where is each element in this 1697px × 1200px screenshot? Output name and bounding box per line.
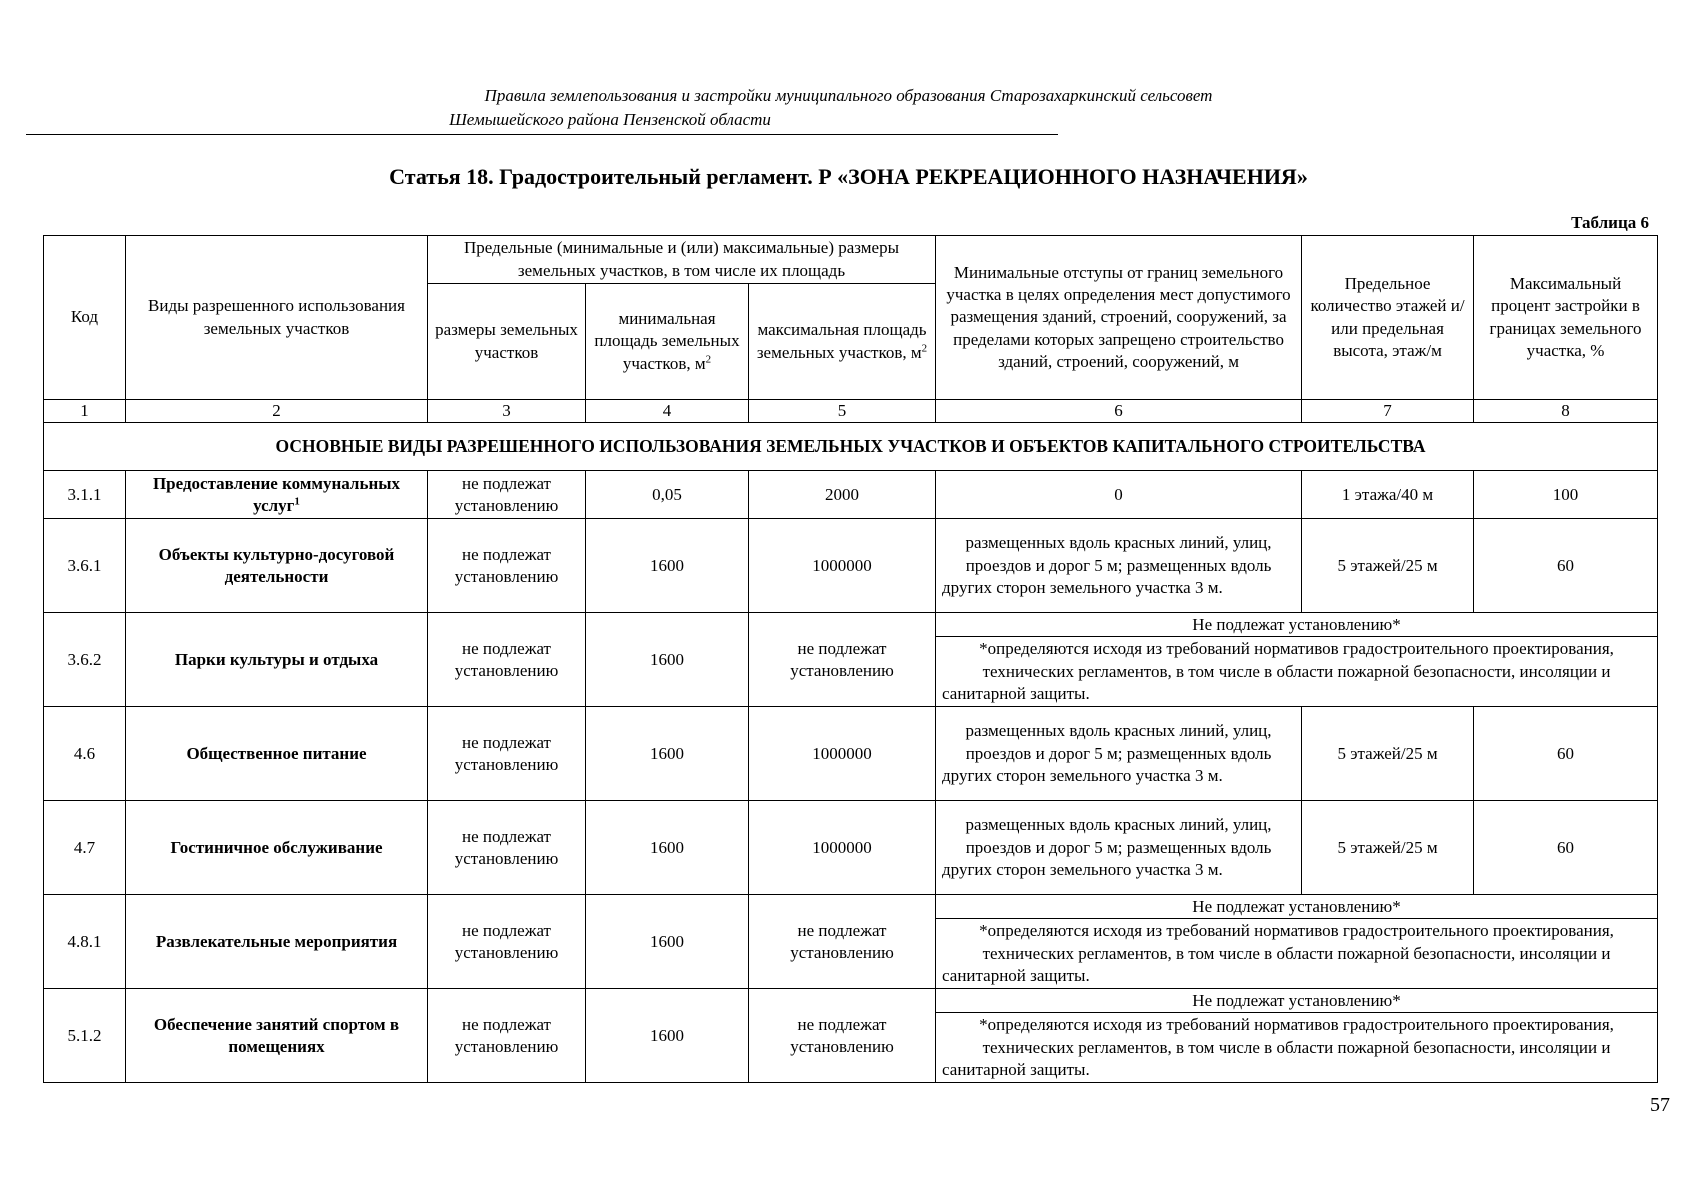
row-note-body: *определяются исходя из требований нормативов градостроительного проектирования, технических регламентов, в том числе в области пожарной безопасности, инсоляции и санитарной защиты. (936, 1013, 1658, 1083)
col-header-floors: Предельное количество этажей и/или предельная высота, этаж/м (1302, 236, 1474, 400)
row-name: Развлекательные мероприятия (126, 895, 428, 989)
row-name: Общественное питание (126, 707, 428, 801)
col-number: 2 (126, 400, 428, 423)
row-max-area: 1000000 (749, 519, 936, 613)
row-percent: 60 (1474, 519, 1658, 613)
row-floors: 1 этажа/40 м (1302, 471, 1474, 519)
col-number: 3 (428, 400, 586, 423)
footnote-marker: 1 (294, 494, 300, 507)
table-row (44, 613, 1658, 637)
col-header-use-types: Виды разрешенного использования земельных участков (126, 236, 428, 400)
col-number: 8 (1474, 400, 1658, 423)
row-name: Парки культуры и отдыха (126, 613, 428, 707)
col-number: 6 (936, 400, 1302, 423)
running-header-line-1: Правила землепользования и застройки муниципального образования Старозахаркинский сельсовет (484, 86, 1213, 105)
row-sizes: не подлежат установлению (428, 471, 586, 519)
col-number: 1 (44, 400, 126, 423)
row-max-area: не подлежат установлению (749, 989, 936, 1083)
table-row (44, 707, 1658, 801)
running-header-line-2: Шемышейского района Пензенской области (449, 110, 771, 129)
row-floors: 5 этажей/25 м (1302, 801, 1474, 895)
row-max-area: 1000000 (749, 801, 936, 895)
col-header-max-percent: Максимальный процент застройки в границах земельного участка, % (1474, 236, 1658, 400)
row-min-area: 1600 (586, 801, 749, 895)
table-row (44, 895, 1658, 919)
row-sizes: не подлежат установлению (428, 519, 586, 613)
row-code: 3.6.2 (44, 613, 126, 707)
superscript-2: 2 (921, 341, 928, 354)
section-title: ОСНОВНЫЕ ВИДЫ РАЗРЕШЕННОГО ИСПОЛЬЗОВАНИЯ ЗЕМЕЛЬНЫХ УЧАСТКОВ И ОБЪЕКТОВ КАПИТАЛЬНОГО СТРОИТЕЛЬСТВА (44, 423, 1658, 471)
col-header-max-area: максимальная площадь земельных участков, $м^2$ (749, 284, 936, 400)
col-header-code: Код (44, 236, 126, 400)
table-row (44, 471, 1658, 519)
article-title: Статья 18. Градостроительный регламент. Р «ЗОНА РЕКРЕАЦИОННОГО НАЗНАЧЕНИЯ» (389, 164, 1308, 189)
row-sizes: не подлежат установлению (428, 895, 586, 989)
col-number: 7 (1302, 400, 1474, 423)
row-setback: 0 (936, 471, 1302, 519)
row-code: 4.8.1 (44, 895, 126, 989)
col-number: 5 (749, 400, 936, 423)
row-min-area: 1600 (586, 707, 749, 801)
row-note-body: *определяются исходя из требований нормативов градостроительного проектирования, технических регламентов, в том числе в области пожарной безопасности, инсоляции и санитарной защиты. (936, 919, 1658, 989)
row-floors: 5 этажей/25 м (1302, 519, 1474, 613)
row-code: 3.1.1 (44, 471, 126, 519)
row-max-area: не подлежат установлению (749, 895, 936, 989)
row-sizes: не подлежат установлению (428, 801, 586, 895)
col-header-setbacks: Минимальные отступы от границ земельного участка в целях определения мест допустимого размещения зданий, строений, сооружений, за пределами которых запрещено строительство зданий, строений, сооружений, м (936, 236, 1302, 400)
header-divider (26, 134, 1058, 135)
col-header-limit-sizes: Предельные (минимальные и (или) максимальные) размеры земельных участков, в том числе их площадь (428, 236, 936, 284)
row-max-area: не подлежат установлению (749, 613, 936, 707)
row-sizes: не подлежат установлению (428, 707, 586, 801)
row-note-top: Не подлежат установлению* (936, 989, 1658, 1013)
col-number: 4 (586, 400, 749, 423)
row-min-area: 1600 (586, 895, 749, 989)
row-name: Обеспечение занятий спортом в помещениях (126, 989, 428, 1083)
row-name: Гостиничное обслуживание (126, 801, 428, 895)
row-sizes: не подлежат установлению (428, 989, 586, 1083)
row-percent: 100 (1474, 471, 1658, 519)
row-code: 4.6 (44, 707, 126, 801)
row-min-area: 1600 (586, 989, 749, 1083)
row-note-top: Не подлежат установлению* (936, 895, 1658, 919)
col-header-sizes: размеры земельных участков (428, 284, 586, 400)
row-sizes: не подлежат установлению (428, 613, 586, 707)
table-label: Таблица 6 (1571, 213, 1649, 232)
page-number: 57 (1650, 1094, 1670, 1116)
superscript-2: 2 (705, 352, 712, 365)
row-max-area: 1000000 (749, 707, 936, 801)
row-code: 5.1.2 (44, 989, 126, 1083)
table-row (44, 801, 1658, 895)
row-min-area: 0,05 (586, 471, 749, 519)
row-floors: 5 этажей/25 м (1302, 707, 1474, 801)
row-note-top: Не подлежат установлению* (936, 613, 1658, 637)
row-max-area: 2000 (749, 471, 936, 519)
row-percent: 60 (1474, 801, 1658, 895)
col-header-min-area: минимальная площадь земельных участков, $м^2$ (586, 284, 749, 400)
row-name: Предоставление коммунальных услуг$^1$ (126, 471, 428, 519)
table-row (44, 989, 1658, 1013)
row-code: 3.6.1 (44, 519, 126, 613)
row-setback: размещенных вдоль красных линий, улиц, проездов и дорог 5 м; размещенных вдоль других сторон земельного участка 3 м. (936, 519, 1302, 613)
row-name: Объекты культурно-досуговой деятельности (126, 519, 428, 613)
row-min-area: 1600 (586, 613, 749, 707)
row-setback: размещенных вдоль красных линий, улиц, проездов и дорог 5 м; размещенных вдоль других сторон земельного участка 3 м. (936, 801, 1302, 895)
regulation-table (43, 235, 1658, 1083)
table-row (44, 519, 1658, 613)
row-percent: 60 (1474, 707, 1658, 801)
row-min-area: 1600 (586, 519, 749, 613)
row-setback: размещенных вдоль красных линий, улиц, проездов и дорог 5 м; размещенных вдоль других сторон земельного участка 3 м. (936, 707, 1302, 801)
row-note-body: *определяются исходя из требований нормативов градостроительного проектирования, технических регламентов, в том числе в области пожарной безопасности, инсоляции и санитарной защиты. (936, 637, 1658, 707)
row-code: 4.7 (44, 801, 126, 895)
